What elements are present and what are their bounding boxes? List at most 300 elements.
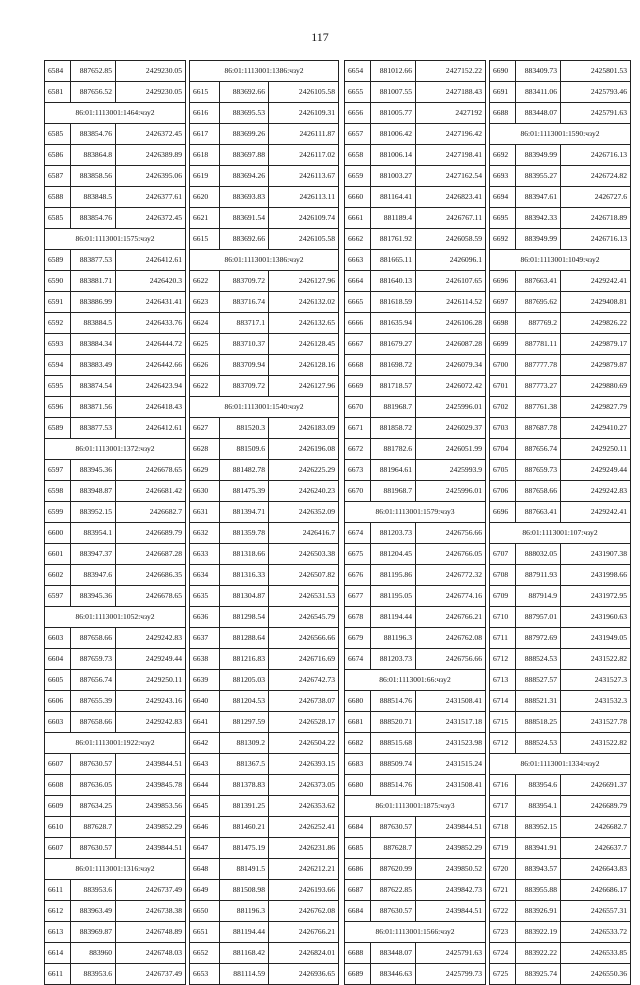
- point-number: 6648: [190, 859, 220, 880]
- point-number: 6594: [45, 355, 71, 376]
- x-coordinate: 887957.01: [516, 607, 561, 628]
- table-row: [45, 796, 186, 817]
- point-number: 6702: [490, 397, 516, 418]
- table-row: [190, 376, 339, 397]
- point-number: 6581: [45, 82, 71, 103]
- x-coordinate: 888514.76: [371, 691, 416, 712]
- x-coordinate: 881196.3: [371, 628, 416, 649]
- table-row: [190, 544, 339, 565]
- y-coordinate: 2431907.38: [561, 544, 631, 565]
- x-coordinate: 883871.56: [71, 397, 116, 418]
- x-coordinate: 881509.6: [220, 439, 269, 460]
- point-number: 6610: [45, 817, 71, 838]
- x-coordinate: 881007.55: [371, 82, 416, 103]
- y-coordinate: 2426742.73: [269, 670, 339, 691]
- table-row: [490, 208, 631, 229]
- point-number: 6711: [490, 628, 516, 649]
- point-number: 6595: [45, 376, 71, 397]
- x-coordinate: 883942.33: [516, 208, 561, 229]
- table-row: [190, 334, 339, 355]
- table-row: [345, 334, 486, 355]
- point-number: 6676: [345, 565, 371, 586]
- y-coordinate: 2425993.9: [416, 460, 486, 481]
- point-number: 6584: [45, 61, 71, 82]
- table-row: [345, 523, 486, 544]
- parcel-number: 86:01:1113001:1875:чзу3: [345, 796, 486, 817]
- y-coordinate: 2426252.41: [269, 817, 339, 838]
- x-coordinate: 881189.4: [371, 208, 416, 229]
- x-coordinate: 888515.68: [371, 733, 416, 754]
- point-number: 6644: [190, 775, 220, 796]
- table-row: [45, 334, 186, 355]
- table-row: [490, 964, 631, 985]
- y-coordinate: 2439850.52: [416, 859, 486, 880]
- table-row: [45, 523, 186, 544]
- table-row: [190, 145, 339, 166]
- y-coordinate: 2426109.31: [269, 103, 339, 124]
- point-number: 6630: [190, 481, 220, 502]
- point-number: 6615: [190, 82, 220, 103]
- point-number: 6633: [190, 544, 220, 565]
- x-coordinate: 883954.1: [516, 796, 561, 817]
- x-coordinate: 883692.66: [220, 82, 269, 103]
- point-number: 6597: [45, 460, 71, 481]
- y-coordinate: 2439844.51: [416, 817, 486, 838]
- parcel-number: 86:01:1113001:1575:чзу2: [45, 229, 186, 250]
- table-row: [190, 586, 339, 607]
- point-number: 6635: [190, 586, 220, 607]
- parcel-number: 86:01:1113001:1372:чзу2: [45, 439, 186, 460]
- x-coordinate: 883448.07: [516, 103, 561, 124]
- table-row: [190, 355, 339, 376]
- point-number: 6591: [45, 292, 71, 313]
- y-coordinate: 2426566.66: [269, 628, 339, 649]
- table-row: [490, 901, 631, 922]
- table-row: [345, 397, 486, 418]
- table-row: [490, 61, 631, 82]
- table-row: [490, 502, 631, 523]
- x-coordinate: 888032.05: [516, 544, 561, 565]
- parcel-number: 86:01:1113001:66:чзу2: [345, 670, 486, 691]
- point-number: 6638: [190, 649, 220, 670]
- point-number: 6604: [45, 649, 71, 670]
- table-row: [490, 607, 631, 628]
- point-number: 6616: [190, 103, 220, 124]
- point-number: 6671: [345, 418, 371, 439]
- y-coordinate: 2427188.43: [416, 82, 486, 103]
- y-coordinate: 2429230.05: [116, 61, 186, 82]
- y-coordinate: 2426373.05: [269, 775, 339, 796]
- y-coordinate: 2426545.79: [269, 607, 339, 628]
- y-coordinate: 2429250.11: [116, 670, 186, 691]
- y-coordinate: 2429410.27: [561, 418, 631, 439]
- coordinates-table: [44, 60, 186, 985]
- parcel-header-row: [345, 670, 486, 691]
- x-coordinate: 883948.87: [71, 481, 116, 502]
- y-coordinate: 2429242.41: [561, 502, 631, 523]
- table-row: [45, 586, 186, 607]
- table-row: [190, 964, 339, 985]
- x-coordinate: 883710.37: [220, 334, 269, 355]
- point-number: 6617: [190, 124, 220, 145]
- y-coordinate: 2426716.69: [269, 649, 339, 670]
- x-coordinate: 883947.6: [71, 565, 116, 586]
- x-coordinate: 887911.93: [516, 565, 561, 586]
- y-coordinate: 2426105.58: [269, 82, 339, 103]
- table-row: [490, 397, 631, 418]
- point-number: 6680: [345, 691, 371, 712]
- x-coordinate: 887781.11: [516, 334, 561, 355]
- table-row: [190, 313, 339, 334]
- x-coordinate: 881665.11: [371, 250, 416, 271]
- x-coordinate: 881168.42: [220, 943, 269, 964]
- x-coordinate: 887652.85: [71, 61, 116, 82]
- table-row: [490, 292, 631, 313]
- y-coordinate: 2426727.6: [561, 187, 631, 208]
- table-row: [345, 250, 486, 271]
- point-number: 6603: [45, 628, 71, 649]
- table-row: [190, 628, 339, 649]
- y-coordinate: 2426051.99: [416, 439, 486, 460]
- point-number: 6641: [190, 712, 220, 733]
- x-coordinate: 883692.66: [220, 229, 269, 250]
- y-coordinate: 2425791.63: [561, 103, 631, 124]
- y-coordinate: 2426762.08: [416, 628, 486, 649]
- table-row: [490, 145, 631, 166]
- parcel-number: 86:01:1113001:1334:чзу2: [490, 754, 631, 775]
- y-coordinate: 2431949.05: [561, 628, 631, 649]
- parcel-header-row: [45, 439, 186, 460]
- point-number: 6628: [190, 439, 220, 460]
- point-number: 6649: [190, 880, 220, 901]
- y-coordinate: 2426352.09: [269, 502, 339, 523]
- table-row: [490, 460, 631, 481]
- x-coordinate: 881475.39: [220, 481, 269, 502]
- x-coordinate: 883943.57: [516, 859, 561, 880]
- point-number: 6636: [190, 607, 220, 628]
- point-number: 6657: [345, 124, 371, 145]
- y-coordinate: 2431532.3: [561, 691, 631, 712]
- point-number: 6678: [345, 607, 371, 628]
- table-row: [345, 586, 486, 607]
- point-number: 6652: [190, 943, 220, 964]
- y-coordinate: 2431960.63: [561, 607, 631, 628]
- y-coordinate: 2426423.94: [116, 376, 186, 397]
- point-number: 6626: [190, 355, 220, 376]
- x-coordinate: 881297.59: [220, 712, 269, 733]
- point-number: 6688: [490, 103, 516, 124]
- x-coordinate: 881508.98: [220, 880, 269, 901]
- point-number: 6705: [490, 460, 516, 481]
- parcel-header-row: [190, 397, 339, 418]
- table-row: [45, 271, 186, 292]
- y-coordinate: 2439845.78: [116, 775, 186, 796]
- point-number: 6642: [190, 733, 220, 754]
- x-coordinate: 881316.33: [220, 565, 269, 586]
- y-coordinate: 2439852.29: [116, 817, 186, 838]
- y-coordinate: 2425791.63: [416, 943, 486, 964]
- table-row: [345, 124, 486, 145]
- table-row: [45, 964, 186, 985]
- point-number: 6664: [345, 271, 371, 292]
- parcel-number: 86:01:1113001:1540:чзу2: [190, 397, 339, 418]
- point-number: 6624: [190, 313, 220, 334]
- y-coordinate: 2429250.11: [561, 439, 631, 460]
- x-coordinate: 881309.2: [220, 733, 269, 754]
- x-coordinate: 883699.26: [220, 124, 269, 145]
- point-number: 6717: [490, 796, 516, 817]
- table-row: [190, 922, 339, 943]
- point-number: 6637: [190, 628, 220, 649]
- point-number: 6650: [190, 901, 220, 922]
- y-coordinate: 2425793.46: [561, 82, 631, 103]
- x-coordinate: 888518.25: [516, 712, 561, 733]
- point-number: 6658: [345, 145, 371, 166]
- y-coordinate: 2426689.79: [116, 523, 186, 544]
- point-number: 6698: [490, 313, 516, 334]
- x-coordinate: 883952.15: [516, 817, 561, 838]
- table-row: [345, 880, 486, 901]
- point-number: 6716: [490, 775, 516, 796]
- point-number: 6696: [490, 271, 516, 292]
- x-coordinate: 881761.92: [371, 229, 416, 250]
- table-row: [45, 313, 186, 334]
- point-number: 6602: [45, 565, 71, 586]
- x-coordinate: 883877.53: [71, 418, 116, 439]
- y-coordinate: 2426433.76: [116, 313, 186, 334]
- table-row: [345, 481, 486, 502]
- point-number: 6709: [490, 586, 516, 607]
- table-row: [45, 145, 186, 166]
- parcel-header-row: [345, 502, 486, 523]
- x-coordinate: 883925.74: [516, 964, 561, 985]
- y-coordinate: 2426533.85: [561, 943, 631, 964]
- table-row: [45, 712, 186, 733]
- point-number: 6609: [45, 796, 71, 817]
- y-coordinate: 2426531.53: [269, 586, 339, 607]
- x-coordinate: 883949.99: [516, 229, 561, 250]
- y-coordinate: 2426109.74: [269, 208, 339, 229]
- table-row: [190, 838, 339, 859]
- point-number: 6683: [345, 754, 371, 775]
- x-coordinate: 888527.57: [516, 670, 561, 691]
- table-row: [490, 313, 631, 334]
- x-coordinate: 888524.53: [516, 649, 561, 670]
- x-coordinate: 881858.72: [371, 418, 416, 439]
- table-row: [345, 943, 486, 964]
- x-coordinate: 883954.6: [516, 775, 561, 796]
- y-coordinate: 2426936.65: [269, 964, 339, 985]
- table-row: [490, 229, 631, 250]
- x-coordinate: 881718.57: [371, 376, 416, 397]
- y-coordinate: 2426113.67: [269, 166, 339, 187]
- table-row: [490, 712, 631, 733]
- x-coordinate: 881114.59: [220, 964, 269, 985]
- coordinates-table-4: [489, 60, 631, 985]
- y-coordinate: 2429243.16: [116, 691, 186, 712]
- x-coordinate: 887777.78: [516, 355, 561, 376]
- table-row: [345, 187, 486, 208]
- table-row: [345, 607, 486, 628]
- table-row: [345, 754, 486, 775]
- table-row: [490, 922, 631, 943]
- table-row: [45, 838, 186, 859]
- x-coordinate: 881298.54: [220, 607, 269, 628]
- y-coordinate: 2427162.54: [416, 166, 486, 187]
- table-row: [345, 439, 486, 460]
- point-number: 6685: [345, 838, 371, 859]
- point-number: 6669: [345, 376, 371, 397]
- x-coordinate: 887658.66: [516, 481, 561, 502]
- table-row: [45, 82, 186, 103]
- table-row: [345, 292, 486, 313]
- point-number: 6655: [345, 82, 371, 103]
- table-row: [190, 901, 339, 922]
- y-coordinate: 2431523.98: [416, 733, 486, 754]
- point-number: 6706: [490, 481, 516, 502]
- table-row: [345, 103, 486, 124]
- x-coordinate: 887663.41: [516, 502, 561, 523]
- y-coordinate: 2426767.11: [416, 208, 486, 229]
- x-coordinate: 888509.74: [371, 754, 416, 775]
- point-number: 6598: [45, 481, 71, 502]
- coordinates-table: [189, 60, 339, 985]
- table-row: [45, 943, 186, 964]
- point-number: 6615: [190, 229, 220, 250]
- table-row: [490, 649, 631, 670]
- table-row: [190, 166, 339, 187]
- point-number: 6665: [345, 292, 371, 313]
- x-coordinate: 883877.53: [71, 250, 116, 271]
- parcel-header-row: [345, 796, 486, 817]
- y-coordinate: 2426127.96: [269, 271, 339, 292]
- x-coordinate: 887655.39: [71, 691, 116, 712]
- point-number: 6686: [345, 859, 371, 880]
- point-number: 6621: [190, 208, 220, 229]
- x-coordinate: 883884.5: [71, 313, 116, 334]
- parcel-number: 86:01:1113001:1579:чзу3: [345, 502, 486, 523]
- point-number: 6684: [345, 817, 371, 838]
- point-number: 6585: [45, 208, 71, 229]
- table-row: [45, 649, 186, 670]
- x-coordinate: 887972.69: [516, 628, 561, 649]
- y-coordinate: 2426691.37: [561, 775, 631, 796]
- x-coordinate: 881640.13: [371, 271, 416, 292]
- point-number: 6691: [490, 82, 516, 103]
- table-row: [45, 292, 186, 313]
- point-number: 6682: [345, 733, 371, 754]
- x-coordinate: 883955.88: [516, 880, 561, 901]
- x-coordinate: 883858.56: [71, 166, 116, 187]
- point-number: 6700: [490, 355, 516, 376]
- y-coordinate: 2426637.7: [561, 838, 631, 859]
- y-coordinate: 2429408.81: [561, 292, 631, 313]
- point-number: 6693: [490, 166, 516, 187]
- y-coordinate: 2429242.83: [116, 712, 186, 733]
- y-coordinate: 2426183.09: [269, 418, 339, 439]
- point-number: 6715: [490, 712, 516, 733]
- point-number: 6720: [490, 859, 516, 880]
- y-coordinate: 2426377.61: [116, 187, 186, 208]
- x-coordinate: 887663.41: [516, 271, 561, 292]
- point-number: 6607: [45, 838, 71, 859]
- parcel-number: 86:01:1113001:1386:чзу2: [190, 61, 339, 82]
- y-coordinate: 2431527.78: [561, 712, 631, 733]
- parcel-header-row: [45, 103, 186, 124]
- y-coordinate: 2426689.79: [561, 796, 631, 817]
- table-row: [190, 292, 339, 313]
- y-coordinate: 2426117.02: [269, 145, 339, 166]
- table-row: [190, 754, 339, 775]
- table-row: [490, 880, 631, 901]
- point-number: 6687: [345, 880, 371, 901]
- point-number: 6725: [490, 964, 516, 985]
- y-coordinate: 2426756.66: [416, 523, 486, 544]
- point-number: 6680: [345, 775, 371, 796]
- point-number: 6723: [490, 922, 516, 943]
- coordinates-table: [489, 60, 631, 985]
- point-number: 6712: [490, 733, 516, 754]
- y-coordinate: 2426096.1: [416, 250, 486, 271]
- y-coordinate: 2429242.41: [561, 271, 631, 292]
- point-number: 6699: [490, 334, 516, 355]
- x-coordinate: 883697.88: [220, 145, 269, 166]
- table-row: [490, 838, 631, 859]
- point-number: 6719: [490, 838, 516, 859]
- table-row: [190, 187, 339, 208]
- y-coordinate: 2426550.36: [561, 964, 631, 985]
- y-coordinate: 2426762.08: [269, 901, 339, 922]
- point-number: 6681: [345, 712, 371, 733]
- point-number: 6613: [45, 922, 71, 943]
- x-coordinate: 881491.5: [220, 859, 269, 880]
- table-row: [345, 208, 486, 229]
- x-coordinate: 881203.73: [371, 649, 416, 670]
- x-coordinate: 881005.77: [371, 103, 416, 124]
- y-coordinate: 2426774.16: [416, 586, 486, 607]
- parcel-header-row: [345, 922, 486, 943]
- point-number: 6656: [345, 103, 371, 124]
- x-coordinate: 881006.14: [371, 145, 416, 166]
- table-row: [190, 712, 339, 733]
- table-row: [45, 166, 186, 187]
- x-coordinate: 883881.71: [71, 271, 116, 292]
- x-coordinate: 887656.52: [71, 82, 116, 103]
- parcel-number: 86:01:1113001:1566:чзу2: [345, 922, 486, 943]
- table-row: [190, 817, 339, 838]
- table-row: [190, 859, 339, 880]
- x-coordinate: 887658.66: [71, 712, 116, 733]
- y-coordinate: 2426418.43: [116, 397, 186, 418]
- x-coordinate: 887620.99: [371, 859, 416, 880]
- x-coordinate: 881968.7: [371, 397, 416, 418]
- y-coordinate: 2431522.82: [561, 733, 631, 754]
- x-coordinate: 887687.78: [516, 418, 561, 439]
- y-coordinate: 2429249.44: [116, 649, 186, 670]
- y-coordinate: 2431998.66: [561, 565, 631, 586]
- y-coordinate: 2426686.17: [561, 880, 631, 901]
- table-row: [490, 271, 631, 292]
- table-row: [345, 838, 486, 859]
- x-coordinate: 881194.44: [371, 607, 416, 628]
- point-number: 6619: [190, 166, 220, 187]
- table-row: [345, 376, 486, 397]
- table-row: [190, 670, 339, 691]
- x-coordinate: 881304.87: [220, 586, 269, 607]
- y-coordinate: 2426058.59: [416, 229, 486, 250]
- table-row: [490, 859, 631, 880]
- table-row: [345, 229, 486, 250]
